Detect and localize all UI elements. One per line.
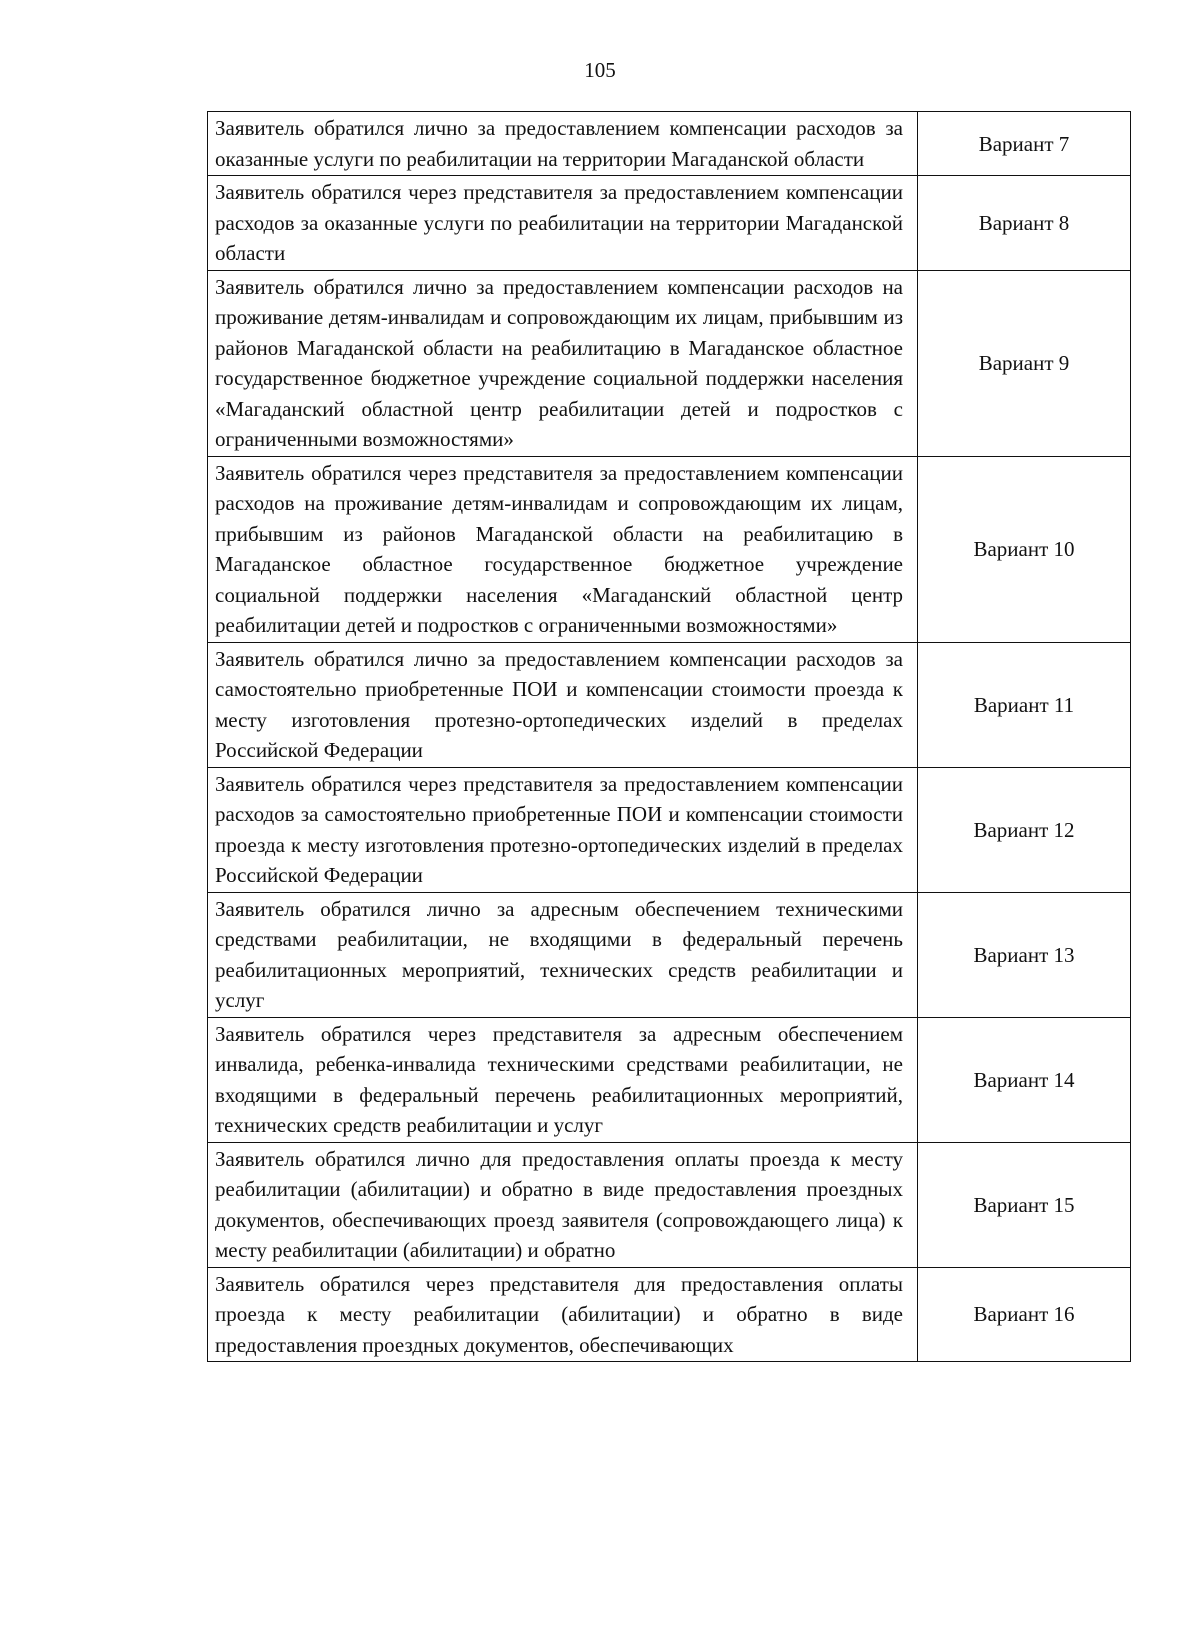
table-row (208, 270, 1131, 456)
row-variant: Вариант 16 (918, 1267, 1131, 1362)
row-variant: Вариант 13 (918, 892, 1131, 1017)
row-description: Заявитель обратился через представителя за адресным обеспечением инвалида, ребенка-инвалида техническими средствами реабилитации, не входящими в федеральный перечень реабилитационных мероприятий, технических средств реабилитации и услуг (208, 1017, 918, 1142)
table-row (208, 1142, 1131, 1267)
table-row (208, 176, 1131, 271)
variants-table-body (208, 112, 1131, 1362)
variants-table (207, 111, 1131, 1362)
row-description: Заявитель обратился через представителя за предоставлением компенсации расходов за оказанные услуги по реабилитации на территории Магаданской области (208, 176, 918, 271)
row-description: Заявитель обратился через представителя за предоставлением компенсации расходов на проживание детям-инвалидам и сопровождающим их лицам, прибывшим из районов Магаданской области на реабилитацию в Магаданское областное государственное бюджетное учреждение социальной поддержки населения «Магаданский областной центр реабилитации детей и подростков с ограниченными возможностями» (208, 456, 918, 642)
row-description: Заявитель обратился лично за предоставлением компенсации расходов на проживание детям-инвалидам и сопровождающим их лицам, прибывшим из районов Магаданской области на реабилитацию в Магаданское областное государственное бюджетное учреждение социальной поддержки населения «Магаданский областной центр реабилитации детей и подростков с ограниченными возможностями» (208, 270, 918, 456)
table-row (208, 456, 1131, 642)
table-row (208, 1017, 1131, 1142)
row-description: Заявитель обратился через представителя за предоставлением компенсации расходов за самостоятельно приобретенные ПОИ и компенсации стоимости проезда к месту изготовления протезно-ортопедических изделий в пределах Российской Федерации (208, 767, 918, 892)
row-variant: Вариант 9 (918, 270, 1131, 456)
row-description: Заявитель обратился лично для предоставления оплаты проезда к месту реабилитации (абилитации) и обратно в виде предоставления проездных документов, обеспечивающих проезд заявителя (сопровождающего лица) к месту реабилитации (абилитации) и обратно (208, 1142, 918, 1267)
table-row (208, 112, 1131, 176)
row-description: Заявитель обратился лично за предоставлением компенсации расходов за самостоятельно приобретенные ПОИ и компенсации стоимости проезда к месту изготовления протезно-ортопедических изделий в пределах Российской Федерации (208, 642, 918, 767)
row-description: Заявитель обратился через представителя для предоставления оплаты проезда к месту реабилитации (абилитации) и обратно в виде предоставления проездных документов, обеспечивающих (208, 1267, 918, 1362)
row-description: Заявитель обратился лично за адресным обеспечением техническими средствами реабилитации, не входящими в федеральный перечень реабилитационных мероприятий, технических средств реабилитации и услуг (208, 892, 918, 1017)
row-variant: Вариант 14 (918, 1017, 1131, 1142)
row-variant: Вариант 7 (918, 112, 1131, 176)
table-row (208, 767, 1131, 892)
row-variant: Вариант 12 (918, 767, 1131, 892)
row-variant: Вариант 11 (918, 642, 1131, 767)
row-variant: Вариант 10 (918, 456, 1131, 642)
table-row (208, 1267, 1131, 1362)
table-row (208, 642, 1131, 767)
row-variant: Вариант 15 (918, 1142, 1131, 1267)
table-row (208, 892, 1131, 1017)
row-description: Заявитель обратился лично за предоставлением компенсации расходов за оказанные услуги по реабилитации на территории Магаданской области (208, 112, 918, 176)
row-variant: Вариант 8 (918, 176, 1131, 271)
page-number: 105 (584, 58, 616, 82)
